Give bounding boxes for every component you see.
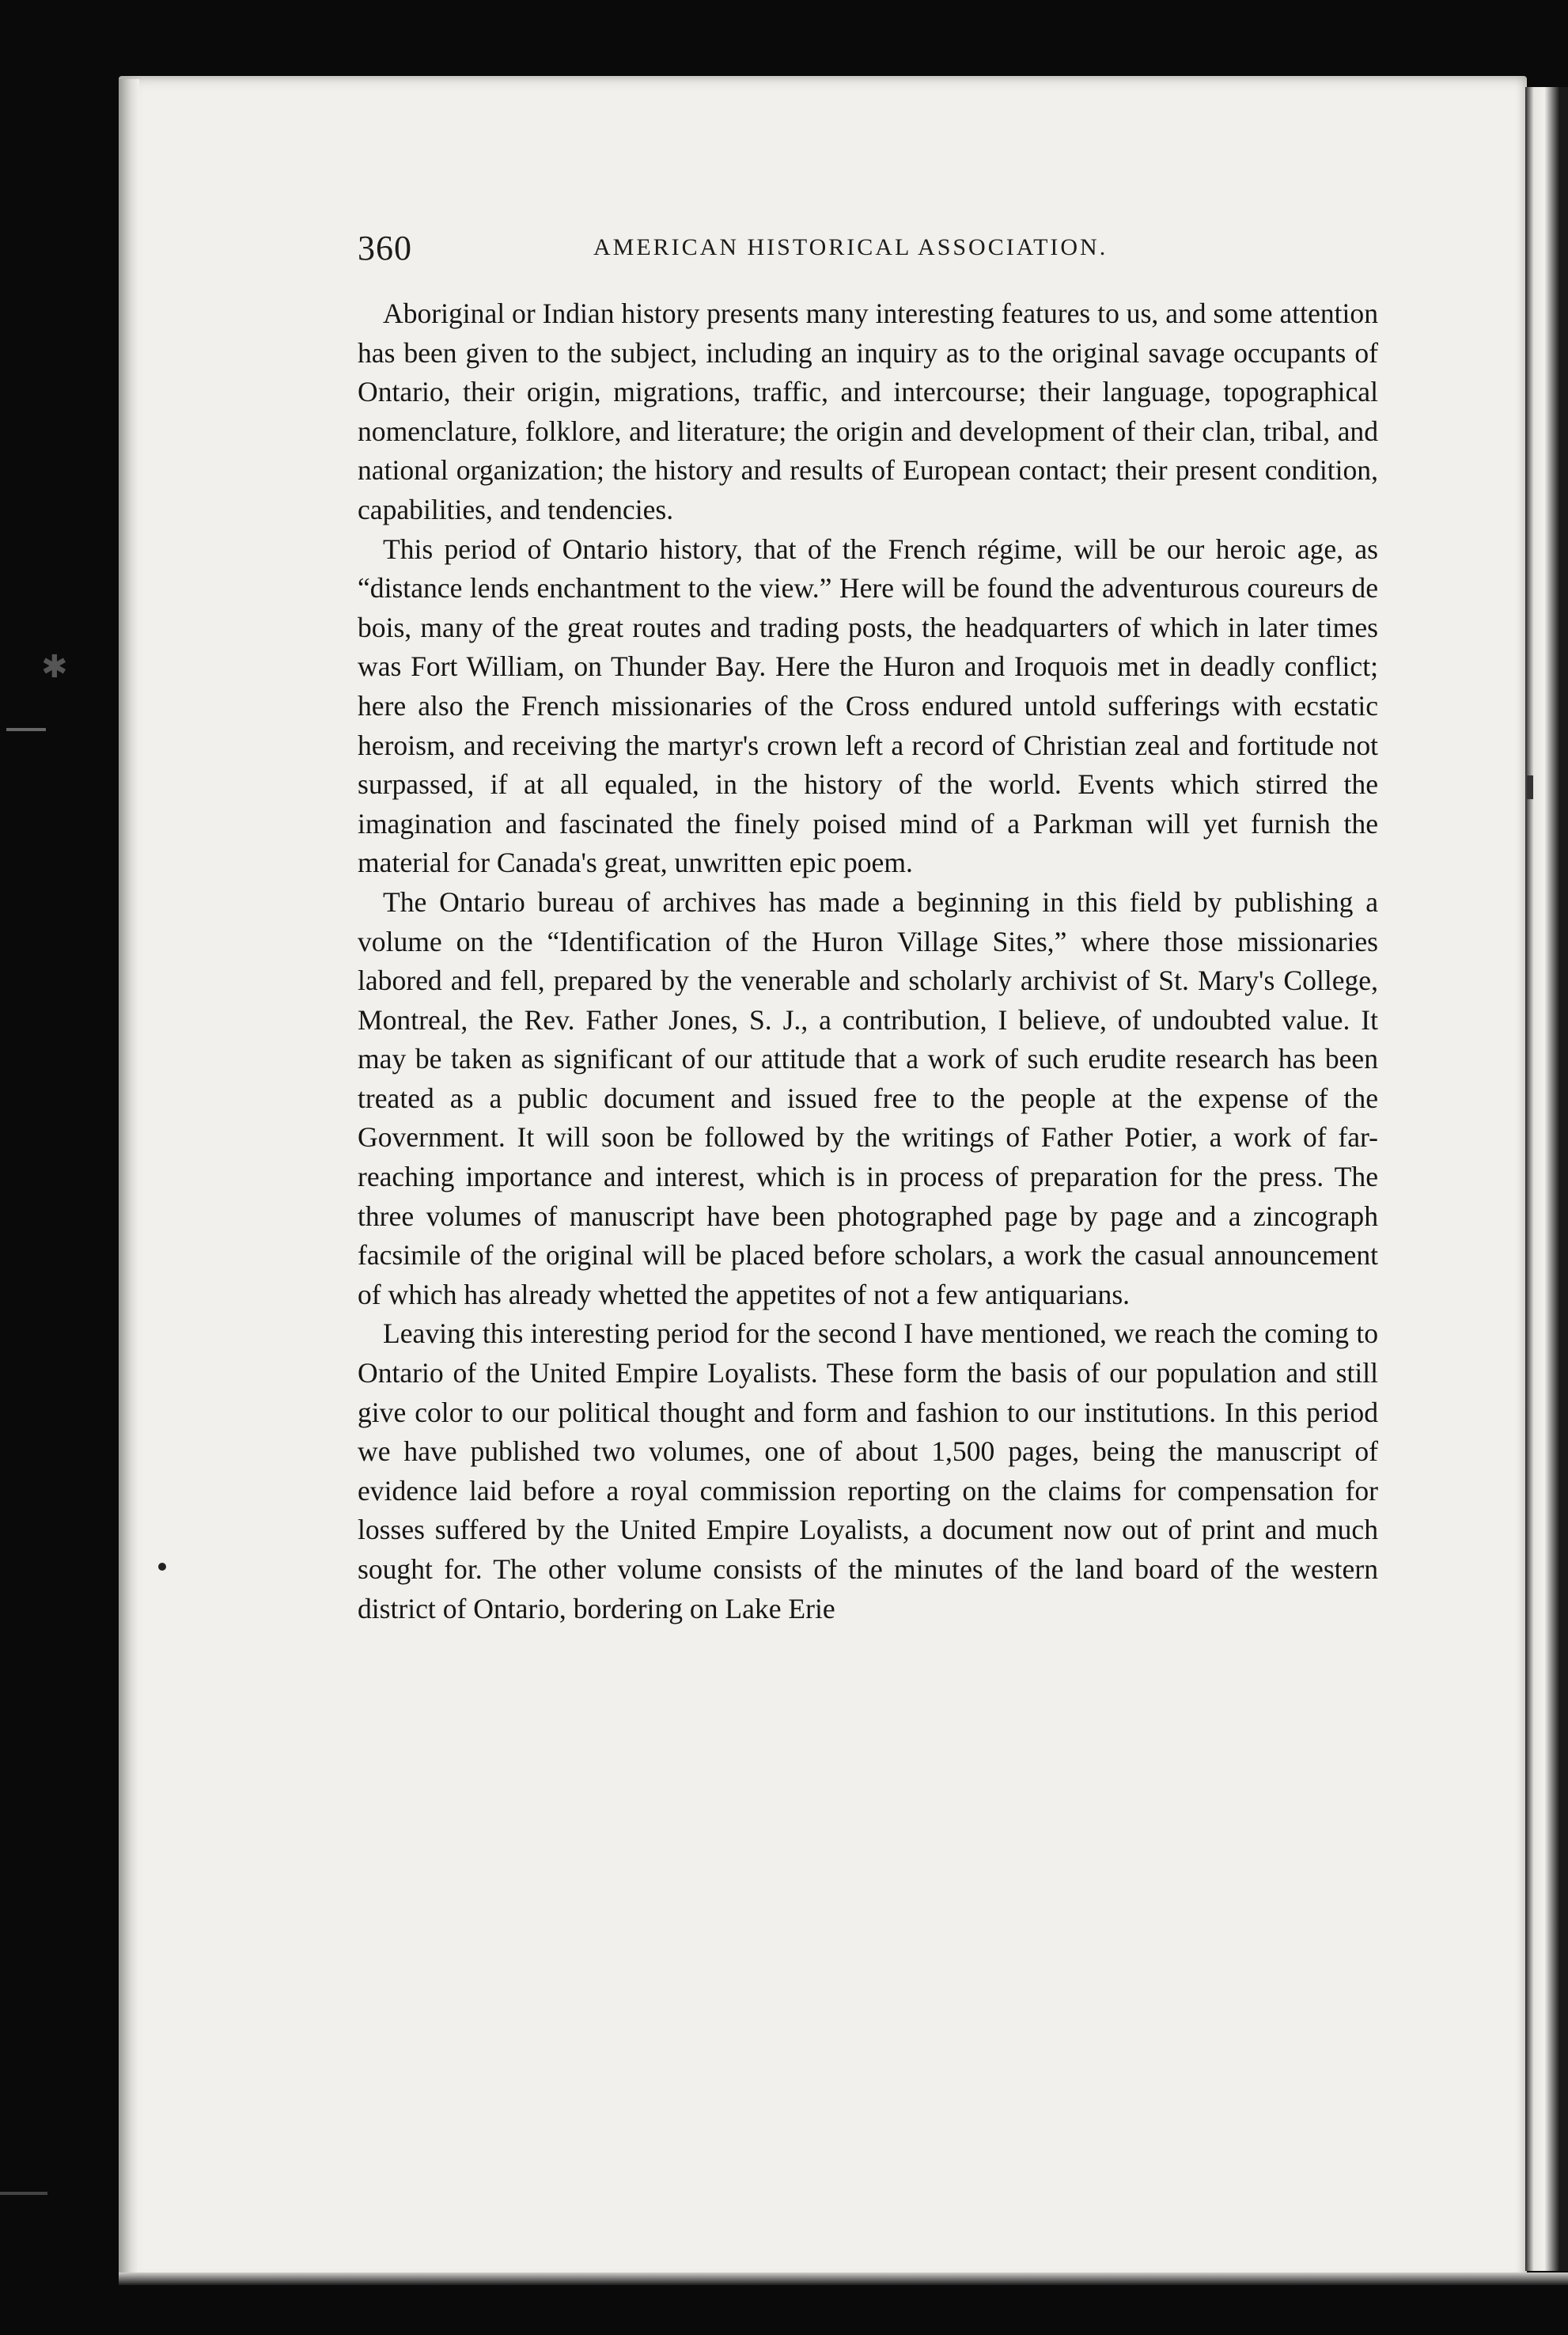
paragraph-loyalists: Leaving this interesting period for the second I have mentioned, we reach the coming to Ontario of the United Empire Loyalists. These form the basis of our population and still give color to our political thought and form and fashion to our institutions. In this period we have published two volumes, one of about 1,500 pages, being the manuscript of evidence laid before a royal commission reporting on the claims for compensation for losses suffered by the United Empire Loyalists, a document now out of print and much sought for. The other volume consists of the minutes of the land board of the western district of Ontario, bordering on Lake Erie — [358, 1317, 1378, 1624]
margin-dot-mark — [158, 1563, 166, 1571]
paragraph-bureau-of-archives: The Ontario bureau of archives has made a beginning in this field by publishing a volume on the “Identification of the Huron Village Sites,” where those missionaries labored and fell, prepared by the venerable and scholarly archivist of St. Mary's College, Montreal, the Rev. Father Jones, S. J., a contribution, I believe, of undoubted value. It may be taken as significant of our attitude that a work of such erudite research has been treated as a public document and issued free to the people at the expense of the Government. It will soon be followed by the writings of Father Potier, a work of far-reaching importance and interest, which is in process of preparation for the press. The three volumes of manuscript have been photographed page by page and a zincograph facsimile of the original will be placed before scholars, a work the casual announcement of which has already whetted the appetites of not a few antiquarians. — [358, 885, 1378, 1310]
edge-tick-mark — [1527, 775, 1533, 799]
margin-smudge-icon: ✱ — [41, 649, 68, 685]
page-bottom-edge — [119, 2272, 1568, 2285]
running-head: AMERICAN HISTORICAL ASSOCIATION. — [593, 234, 1108, 260]
page-gutter-shadow — [119, 79, 139, 2279]
paragraph-french-regime: This period of Ontario history, that of the French régime, will be our heroic age, as “distance lends enchantment to the view.” Here will be found the adventurous coureurs de bois, many of the great routes and trading posts, the headquarters of which in later times was Fort William, on Thunder Bay. Here the Huron and Iroquois met in deadly conflict; here also the French missionaries of the Cross endured untold sufferings with ecstatic heroism, and receiving the martyr's crown left a record of Christian zeal and fortitude not surpassed, if at all equaled, in the history of the world. Events which stirred the imagination and fascinated the finely poised mind of a Parkman will yet furnish the material for Canada's great, unwritten epic poem. — [358, 533, 1378, 879]
margin-rule-mark — [6, 728, 46, 731]
page-header — [0, 228, 1568, 275]
paragraph-aboriginal-history: Aboriginal or Indian history presents many interesting features to us, and some attention has been given to the subject, including an inquiry as to the original savage occupants of Ontario, their origin, migrations, traffic, and intercourse; their language, topographical nomenclature, folklore, and literature; the origin and development of their clan, tribal, and national organization; the history and results of European contact; their present condition, capabilities, and tendencies. — [358, 298, 1378, 525]
page-right-edge — [1525, 87, 1568, 2271]
page-number: 360 — [358, 229, 412, 267]
body-text — [358, 294, 1378, 1628]
margin-rule-mark-bottom — [0, 2192, 47, 2195]
